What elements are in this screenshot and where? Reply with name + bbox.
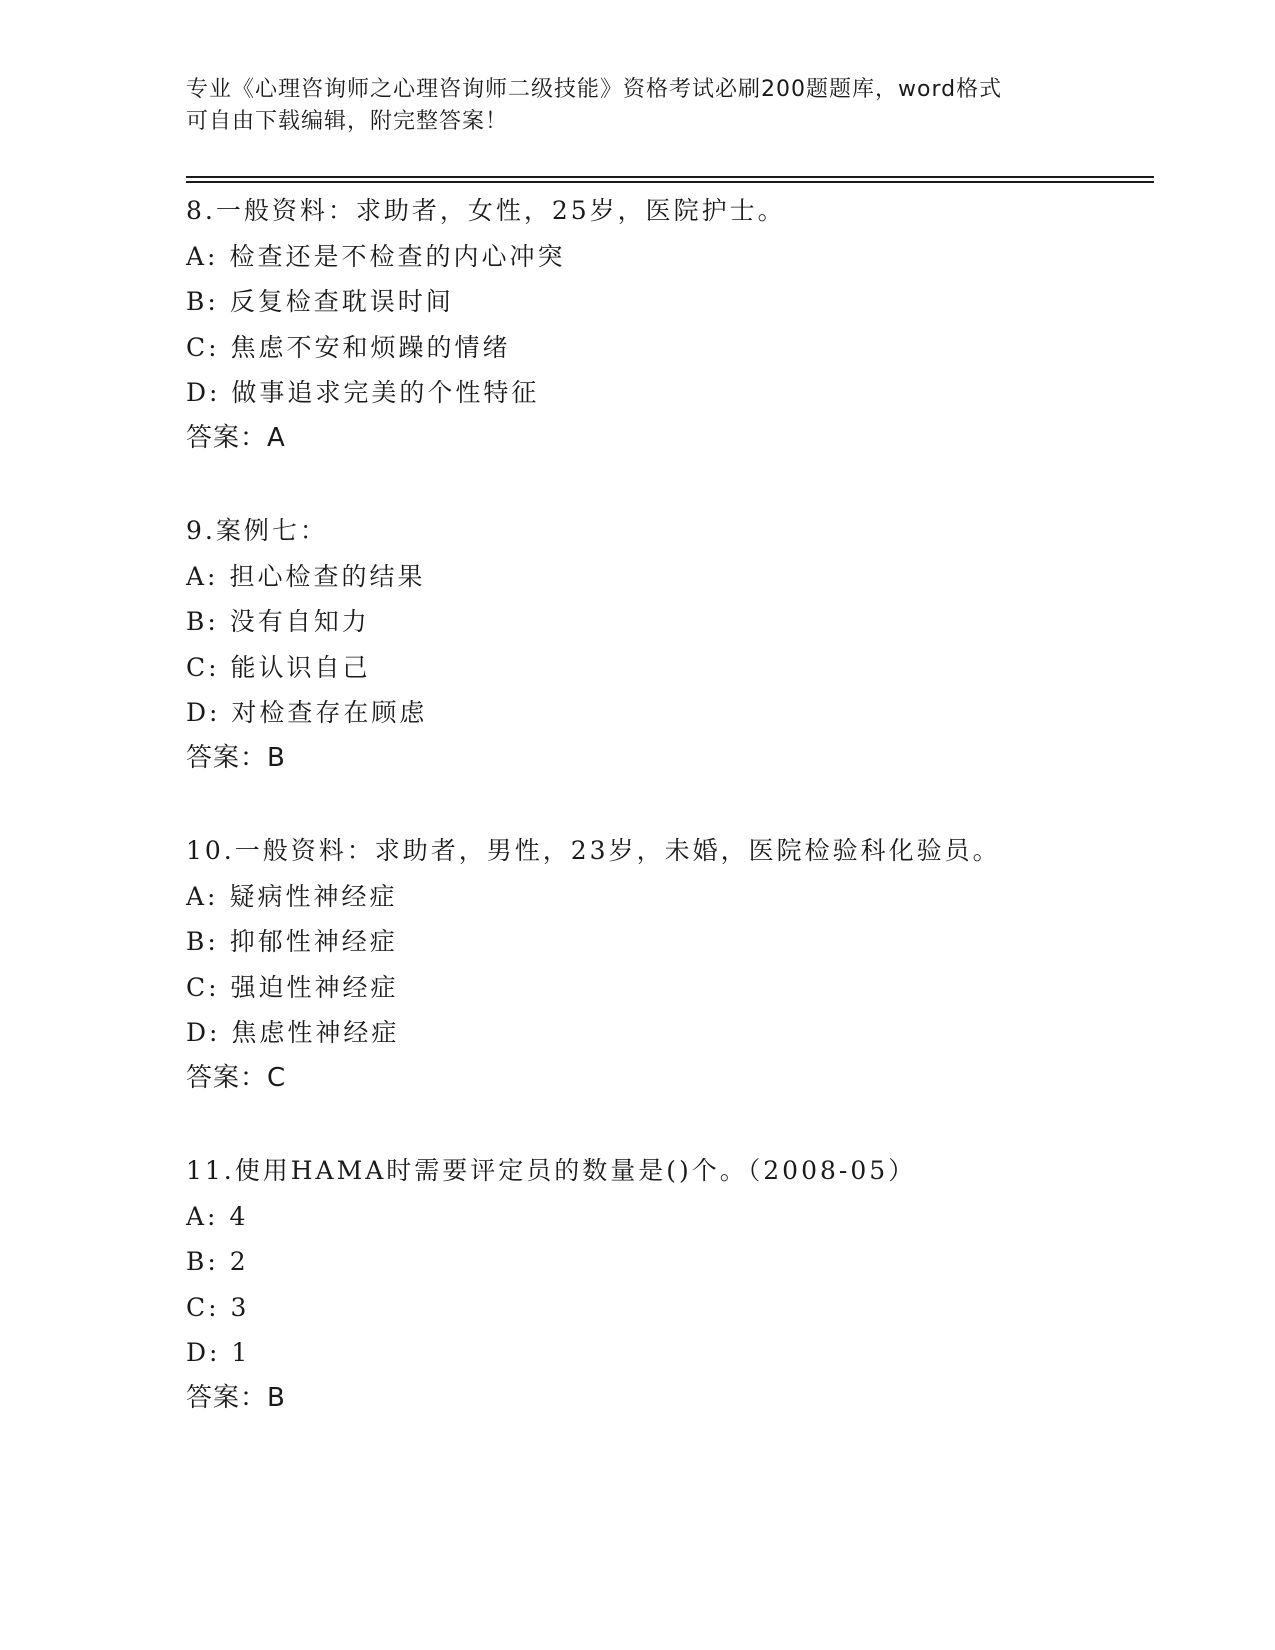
question-8 xyxy=(186,188,1154,461)
option-letter: C: xyxy=(186,332,220,362)
option-letter: B: xyxy=(186,927,219,956)
option-a xyxy=(186,1194,1154,1240)
option-text: 没有自知力 xyxy=(229,607,370,636)
option-letter: B: xyxy=(186,607,219,636)
option-text: 对检查存在顾虑 xyxy=(231,698,428,727)
question-11 xyxy=(186,1148,1154,1421)
option-b xyxy=(186,599,1154,645)
option-text: 做事追求完美的个性特征 xyxy=(231,378,540,407)
option-b xyxy=(186,279,1154,325)
option-letter: A: xyxy=(186,241,219,271)
question-9 xyxy=(186,508,1154,781)
option-text: 反复检查耽误时间 xyxy=(229,287,454,316)
option-b xyxy=(186,919,1154,965)
option-d xyxy=(186,1330,1154,1376)
option-letter: C: xyxy=(186,972,220,1002)
question-10 xyxy=(186,828,1154,1101)
option-b xyxy=(186,1239,1154,1285)
option-c xyxy=(186,645,1154,691)
option-letter: B: xyxy=(186,287,219,316)
option-text: 抑郁性神经症 xyxy=(229,927,398,956)
option-c xyxy=(186,1285,1154,1331)
option-letter: B: xyxy=(186,1247,219,1276)
question-stem: 10.一般资料：求助者，男性，23岁，未婚，医院检验科化验员。 xyxy=(186,836,1001,865)
option-a xyxy=(186,554,1154,600)
header-divider-top xyxy=(186,176,1154,178)
option-letter: C: xyxy=(186,652,220,682)
answer-label: 答案：C xyxy=(186,1062,287,1093)
option-text: 能认识自己 xyxy=(230,652,371,682)
option-letter: D: xyxy=(186,1018,221,1047)
option-text: 焦虑不安和烦躁的情绪 xyxy=(230,332,511,362)
option-a xyxy=(186,234,1154,280)
question-stem: 8.一般资料：求助者，女性，25岁，医院护士。 xyxy=(186,196,786,225)
header-divider-bottom xyxy=(186,181,1154,183)
option-letter: A: xyxy=(186,561,219,591)
option-c xyxy=(186,325,1154,371)
option-d xyxy=(186,370,1154,416)
header-title-line-1: 专业《心理咨询师之心理咨询师二级技能》资格考试必刷200题题库，word格式 xyxy=(186,77,1003,102)
option-text: 4 xyxy=(229,1201,249,1231)
option-text: 1 xyxy=(231,1338,251,1367)
option-letter: C: xyxy=(186,1292,220,1322)
option-a xyxy=(186,874,1154,920)
question-stem: 11.使用HAMA时需要评定员的数量是()个。（2008-05） xyxy=(186,1156,917,1185)
option-letter: A: xyxy=(186,1201,219,1231)
option-letter: D: xyxy=(186,698,221,727)
option-text: 担心检查的结果 xyxy=(229,561,426,591)
option-text: 检查还是不检查的内心冲突 xyxy=(229,241,566,271)
option-letter: A: xyxy=(186,881,219,911)
option-text: 2 xyxy=(229,1247,249,1276)
answer-label: 答案：B xyxy=(186,1382,286,1413)
question-list xyxy=(186,188,1154,1468)
option-d xyxy=(186,1010,1154,1056)
option-letter: D: xyxy=(186,378,221,407)
header-title-line-2: 可自由下载编辑，附完整答案！ xyxy=(186,109,509,134)
option-text: 焦虑性神经症 xyxy=(231,1018,400,1047)
document-header xyxy=(186,74,1086,138)
option-c xyxy=(186,965,1154,1011)
question-stem: 9.案例七： xyxy=(186,516,328,545)
answer-label: 答案：B xyxy=(186,742,286,773)
option-text: 3 xyxy=(230,1292,250,1322)
option-letter: D: xyxy=(186,1338,221,1367)
answer-label: 答案：A xyxy=(186,422,286,453)
option-text: 强迫性神经症 xyxy=(230,972,399,1002)
option-d xyxy=(186,690,1154,736)
option-text: 疑病性神经症 xyxy=(229,881,398,911)
